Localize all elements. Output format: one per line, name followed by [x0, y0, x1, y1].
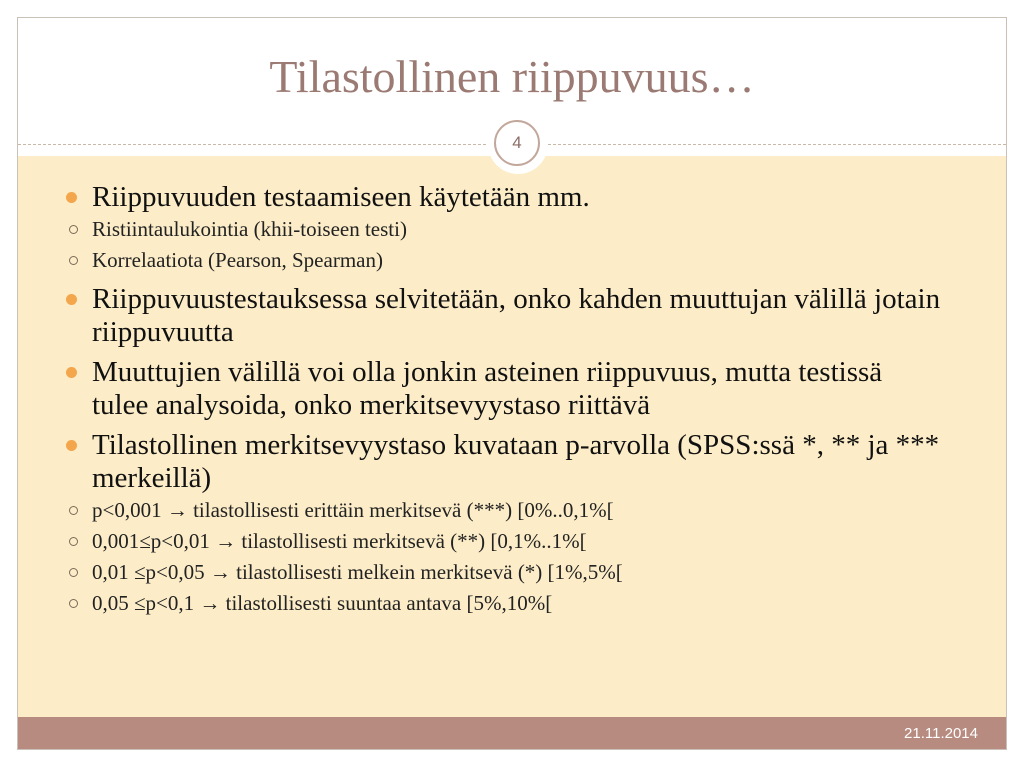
sub-bullet-item	[62, 214, 942, 245]
content-area	[18, 156, 1006, 717]
sub-bullet-item	[62, 588, 942, 619]
sub-bullet-item	[62, 557, 942, 588]
hollow-bullet-icon	[69, 537, 78, 546]
sub-bullet-text: Korrelaatiota (Pearson, Spearman)	[92, 248, 383, 272]
sub-bullet-text: 0,001≤p<0,01 → tilastollisesti merkitsevä (**) [0,1%..1%[	[92, 529, 587, 553]
sub-bullet-item	[62, 526, 942, 557]
filled-bullet-icon	[66, 294, 77, 305]
hollow-bullet-icon	[69, 568, 78, 577]
sub-bullet-text: p<0,001 → tilastollisesti erittäin merkitsevä (***) [0%..0,1%[	[92, 498, 614, 522]
sub-bullet-text: 0,05 ≤p<0,1 → tilastollisesti suuntaa antava [5%,10%[	[92, 591, 553, 615]
bullet-text: Muuttujien välillä voi olla jonkin asteinen riippuvuus, mutta testissä tulee analysoida, onko merkitsevyystaso riittävä	[92, 356, 883, 421]
slide	[17, 17, 1007, 750]
sub-bullet-item	[62, 495, 942, 526]
footer-date: 21.11.2014	[904, 725, 978, 742]
hollow-bullet-icon	[69, 225, 78, 234]
page-number-badge	[494, 120, 540, 166]
bullet-item	[62, 181, 942, 214]
hollow-bullet-icon	[69, 599, 78, 608]
bullet-item	[62, 283, 942, 349]
sub-bullet-text: 0,01 ≤p<0,05 → tilastollisesti melkein merkitsevä (*) [1%,5%[	[92, 560, 623, 584]
bullet-item	[62, 429, 942, 495]
hollow-bullet-icon	[69, 256, 78, 265]
sub-bullet-item	[62, 245, 942, 276]
bullet-item	[62, 356, 942, 422]
footer-bar	[18, 717, 1006, 750]
filled-bullet-icon	[66, 192, 77, 203]
slide-title: Tilastollinen riippuvuus…	[269, 51, 755, 102]
bullet-text: Tilastollinen merkitsevyystaso kuvataan p-arvolla (SPSS:ssä *, ** ja *** merkeillä)	[92, 429, 940, 494]
bullet-list	[62, 181, 942, 619]
page-number: 4	[512, 133, 522, 152]
filled-bullet-icon	[66, 367, 77, 378]
bullet-text: Riippuvuustestauksessa selvitetään, onko kahden muuttujan välillä jotain riippuvuutta	[92, 283, 941, 348]
bullet-text: Riippuvuuden testaamiseen käytetään mm.	[92, 181, 590, 213]
hollow-bullet-icon	[69, 506, 78, 515]
filled-bullet-icon	[66, 440, 77, 451]
sub-bullet-text: Ristiintaulukointia (khii-toiseen testi)	[92, 217, 407, 241]
